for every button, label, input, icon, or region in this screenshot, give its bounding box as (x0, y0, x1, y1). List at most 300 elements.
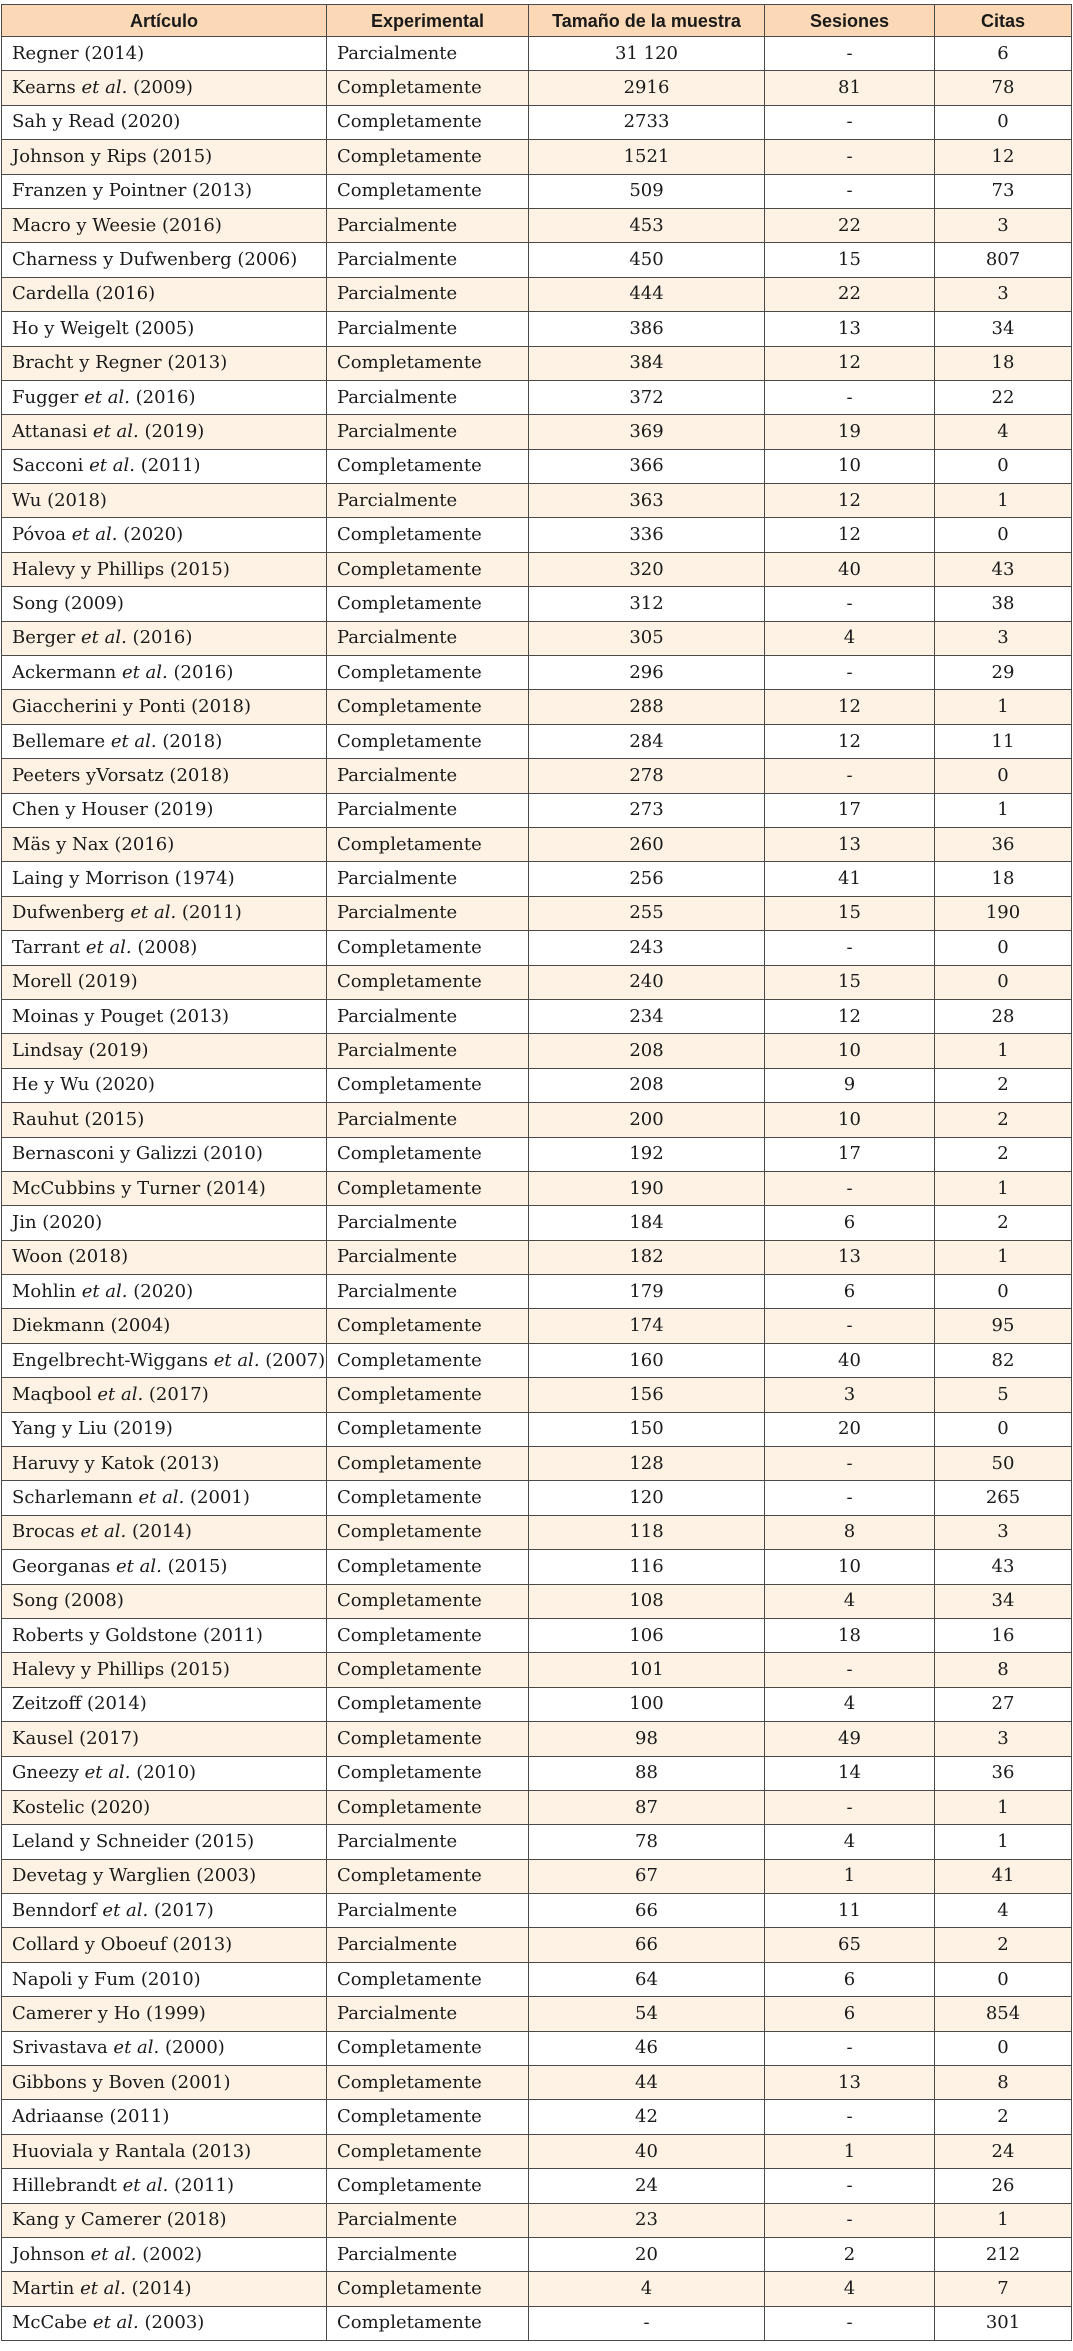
article-author: Huoviala y Rantala (2013) (12, 2140, 252, 2162)
article-author: Collard y Oboeuf (2013) (12, 1934, 233, 1956)
article-author: Sacconi (12, 455, 90, 477)
table-row (2, 140, 1072, 174)
article-author: Halevy y Phillips (2015) (12, 1659, 230, 1681)
article-etal: et al. (80, 2278, 126, 2300)
citations-cell: 36 (935, 827, 1072, 861)
table-row (2, 1275, 1072, 1309)
sample-size-cell: 273 (529, 793, 765, 827)
table-row (2, 1618, 1072, 1652)
article-etal: et al. (92, 2312, 139, 2334)
sample-size-cell: 24 (529, 2169, 765, 2203)
experimental-cell: Completamente (327, 2169, 529, 2203)
article-year: (2016) (129, 386, 196, 408)
sessions-cell: - (765, 37, 935, 71)
sessions-cell: 81 (765, 71, 935, 105)
citations-cell: 28 (935, 999, 1072, 1033)
article-etal: et al. (84, 386, 130, 408)
experimental-cell: Completamente (327, 2100, 529, 2134)
sessions-cell: 1 (765, 1859, 935, 1893)
sessions-cell: - (765, 105, 935, 139)
experimental-cell: Parcialmente (327, 1894, 529, 1928)
sessions-cell: 12 (765, 484, 935, 518)
article-author: Fugger (12, 386, 85, 408)
sessions-cell: 4 (765, 2272, 935, 2306)
sessions-cell: - (765, 380, 935, 414)
experimental-cell: Parcialmente (327, 484, 529, 518)
article-year: (2011) (168, 2174, 234, 2196)
experimental-cell: Parcialmente (327, 2203, 529, 2237)
article-author: Cardella (2016) (12, 283, 156, 305)
article-year: (2008) (131, 936, 198, 958)
article-cell (2, 1447, 327, 1481)
sessions-cell: 12 (765, 346, 935, 380)
citations-cell: 0 (935, 931, 1072, 965)
citations-cell: 265 (935, 1481, 1072, 1515)
sample-size-cell: 234 (529, 999, 765, 1033)
sessions-cell: 10 (765, 449, 935, 483)
table-row (2, 1171, 1072, 1205)
citations-cell: 7 (935, 2272, 1072, 2306)
experimental-cell: Completamente (327, 2272, 529, 2306)
article-etal: et al. (84, 1762, 131, 1784)
table-row (2, 931, 1072, 965)
sessions-cell: 10 (765, 1034, 935, 1068)
header-sample-size: Tamaño de la muestra (529, 5, 765, 37)
article-cell (2, 1894, 327, 1928)
citations-cell: 0 (935, 105, 1072, 139)
citations-cell: 22 (935, 380, 1072, 414)
article-etal: et al. (121, 661, 168, 683)
sample-size-cell: 46 (529, 2031, 765, 2065)
sample-size-cell: 100 (529, 1687, 765, 1721)
article-etal: et al. (81, 1280, 128, 1302)
article-author: Brocas (12, 1521, 81, 1543)
article-year: (2016) (126, 627, 193, 649)
article-author: Ackermann (12, 661, 122, 683)
sample-size-cell: 66 (529, 1894, 765, 1928)
sessions-cell: 20 (765, 1412, 935, 1446)
article-cell (2, 1343, 327, 1377)
article-year: (2003) (138, 2312, 205, 2334)
article-author: Berger (12, 627, 81, 649)
article-author: Maqbool (12, 1383, 98, 1405)
sample-size-cell: 40 (529, 2134, 765, 2168)
sample-size-cell: 305 (529, 621, 765, 655)
sample-size-cell: 4 (529, 2272, 765, 2306)
article-cell (2, 243, 327, 277)
sessions-cell: 15 (765, 965, 935, 999)
sessions-cell: - (765, 2100, 935, 2134)
experimental-cell: Parcialmente (327, 1240, 529, 1274)
table-row (2, 2203, 1072, 2237)
article-author: Sah y Read (2020) (12, 111, 181, 133)
sessions-cell: 8 (765, 1515, 935, 1549)
table-row (2, 1068, 1072, 1102)
header-citations: Citas (935, 5, 1072, 37)
table-row (2, 37, 1072, 71)
article-etal: et al. (92, 420, 139, 442)
sample-size-cell: 67 (529, 1859, 765, 1893)
citations-cell: 190 (935, 896, 1072, 930)
table-row (2, 2066, 1072, 2100)
citations-cell: 854 (935, 1997, 1072, 2031)
experimental-cell: Completamente (327, 1447, 529, 1481)
citations-cell: 2 (935, 1928, 1072, 1962)
article-cell (2, 1068, 327, 1102)
sessions-cell: 12 (765, 518, 935, 552)
article-year: (2007) (259, 1349, 326, 1371)
article-author: Gibbons y Boven (2001) (12, 2071, 231, 2093)
article-cell (2, 2238, 327, 2272)
table-row (2, 71, 1072, 105)
citations-cell: 18 (935, 862, 1072, 896)
article-etal: et al. (122, 2174, 169, 2196)
article-etal: et al. (113, 2037, 160, 2059)
table-row (2, 1103, 1072, 1137)
article-cell (2, 1653, 327, 1687)
table-row (2, 2238, 1072, 2272)
citations-cell: 18 (935, 346, 1072, 380)
article-cell (2, 896, 327, 930)
citations-cell: 3 (935, 208, 1072, 242)
table-row (2, 277, 1072, 311)
article-author: Adriaanse (2011) (12, 2106, 170, 2128)
article-author: Mäs y Nax (2016) (12, 833, 175, 855)
sample-size-cell: 372 (529, 380, 765, 414)
table-row (2, 243, 1072, 277)
sample-size-cell: 156 (529, 1378, 765, 1412)
citations-cell: 5 (935, 1378, 1072, 1412)
citations-cell: 0 (935, 449, 1072, 483)
experimental-cell: Completamente (327, 174, 529, 208)
article-cell (2, 965, 327, 999)
experimental-cell: Completamente (327, 1481, 529, 1515)
citations-cell: 2 (935, 1103, 1072, 1137)
article-author: Franzen y Pointner (2013) (12, 180, 252, 202)
sample-size-cell: 184 (529, 1206, 765, 1240)
article-cell (2, 1137, 327, 1171)
experimental-cell: Completamente (327, 1790, 529, 1824)
experimental-cell: Completamente (327, 1515, 529, 1549)
citations-cell: 0 (935, 1962, 1072, 1996)
citations-cell: 1 (935, 484, 1072, 518)
citations-cell: 0 (935, 965, 1072, 999)
experimental-cell: Completamente (327, 2306, 529, 2340)
citations-cell: 24 (935, 2134, 1072, 2168)
citations-cell: 1 (935, 690, 1072, 724)
citations-cell: 0 (935, 518, 1072, 552)
experimental-cell: Completamente (327, 1859, 529, 1893)
citations-cell: 43 (935, 552, 1072, 586)
sample-size-cell: 256 (529, 862, 765, 896)
article-cell (2, 1584, 327, 1618)
citations-cell: 27 (935, 1687, 1072, 1721)
citations-cell: 2 (935, 1206, 1072, 1240)
article-cell (2, 1206, 327, 1240)
article-cell (2, 1309, 327, 1343)
article-author: Johnson y Rips (2015) (12, 145, 213, 167)
article-cell (2, 1859, 327, 1893)
article-author: Zeitzoff (2014) (12, 1693, 147, 1715)
sample-size-cell: 320 (529, 552, 765, 586)
table-row (2, 724, 1072, 758)
sessions-cell: - (765, 1447, 935, 1481)
article-etal: et al. (116, 1555, 162, 1577)
article-author: Diekmann (2004) (12, 1315, 171, 1337)
experimental-cell: Completamente (327, 931, 529, 965)
table-row (2, 346, 1072, 380)
sessions-cell: 65 (765, 1928, 935, 1962)
sessions-cell: 2 (765, 2238, 935, 2272)
article-cell (2, 2203, 327, 2237)
citations-cell: 4 (935, 415, 1072, 449)
article-cell (2, 1928, 327, 1962)
article-cell (2, 277, 327, 311)
sessions-cell: 6 (765, 1206, 935, 1240)
article-author: Ho y Weigelt (2005) (12, 317, 195, 339)
sample-size-cell: 88 (529, 1756, 765, 1790)
sample-size-cell: 336 (529, 518, 765, 552)
article-author: Attanasi (12, 420, 93, 442)
article-cell (2, 140, 327, 174)
experimental-cell: Completamente (327, 827, 529, 861)
article-author: Song (2009) (12, 592, 124, 614)
article-cell (2, 827, 327, 861)
article-cell (2, 1034, 327, 1068)
sample-size-cell: 160 (529, 1343, 765, 1377)
sessions-cell: 13 (765, 312, 935, 346)
article-author: Peeters yVorsatz (2018) (12, 764, 230, 786)
sessions-cell: - (765, 140, 935, 174)
experimental-cell: Parcialmente (327, 1275, 529, 1309)
sessions-cell: 13 (765, 827, 935, 861)
article-author: Halevy y Phillips (2015) (12, 558, 230, 580)
article-etal: et al. (110, 730, 157, 752)
article-cell (2, 1171, 327, 1205)
experimental-cell: Completamente (327, 449, 529, 483)
citations-cell: 38 (935, 587, 1072, 621)
article-cell (2, 1240, 327, 1274)
sample-size-cell: 453 (529, 208, 765, 242)
sessions-cell: 9 (765, 1068, 935, 1102)
sample-size-cell: 260 (529, 827, 765, 861)
sample-size-cell: 243 (529, 931, 765, 965)
experimental-cell: Completamente (327, 140, 529, 174)
article-etal: et al. (97, 1383, 144, 1405)
table-row (2, 656, 1072, 690)
experimental-cell: Parcialmente (327, 862, 529, 896)
article-author: Bracht y Regner (2013) (12, 352, 228, 374)
sessions-cell: 13 (765, 1240, 935, 1274)
table-row (2, 415, 1072, 449)
article-year: (2019) (138, 420, 205, 442)
article-etal: et al. (138, 1487, 185, 1509)
article-etal: et al. (90, 2243, 137, 2265)
sample-size-cell: 296 (529, 656, 765, 690)
sample-size-cell: 278 (529, 759, 765, 793)
studies-table (1, 4, 1072, 2341)
article-year: (2002) (136, 2243, 203, 2265)
sample-size-cell: 42 (529, 2100, 765, 2134)
sample-size-cell: 450 (529, 243, 765, 277)
article-year: (2018) (156, 730, 223, 752)
experimental-cell: Completamente (327, 346, 529, 380)
table-row (2, 2100, 1072, 2134)
sessions-cell: 12 (765, 724, 935, 758)
article-cell (2, 1515, 327, 1549)
citations-cell: 301 (935, 2306, 1072, 2340)
sessions-cell: 19 (765, 415, 935, 449)
citations-cell: 3 (935, 277, 1072, 311)
table-row (2, 552, 1072, 586)
article-cell (2, 346, 327, 380)
article-author: Napoli y Fum (2010) (12, 1968, 201, 1990)
experimental-cell: Parcialmente (327, 621, 529, 655)
sample-size-cell: 384 (529, 346, 765, 380)
sample-size-cell: 208 (529, 1034, 765, 1068)
article-cell (2, 1275, 327, 1309)
table-row (2, 1034, 1072, 1068)
experimental-cell: Completamente (327, 690, 529, 724)
article-cell (2, 380, 327, 414)
experimental-cell: Completamente (327, 1068, 529, 1102)
sample-size-cell: 23 (529, 2203, 765, 2237)
experimental-cell: Completamente (327, 1343, 529, 1377)
article-year: (2020) (127, 1280, 194, 1302)
sessions-cell: 15 (765, 243, 935, 277)
experimental-cell: Completamente (327, 518, 529, 552)
article-author: McCabe (12, 2312, 93, 2334)
sessions-cell: - (765, 2169, 935, 2203)
experimental-cell: Completamente (327, 2066, 529, 2100)
article-author: Tarrant (12, 936, 86, 958)
sessions-cell: 14 (765, 1756, 935, 1790)
article-author: Rauhut (2015) (12, 1108, 145, 1130)
article-etal: et al. (81, 627, 127, 649)
citations-cell: 3 (935, 1515, 1072, 1549)
experimental-cell: Completamente (327, 965, 529, 999)
sample-size-cell: 288 (529, 690, 765, 724)
sessions-cell: 11 (765, 1894, 935, 1928)
sample-size-cell: 386 (529, 312, 765, 346)
citations-cell: 1 (935, 1034, 1072, 1068)
article-cell (2, 690, 327, 724)
article-author: Camerer y Ho (1999) (12, 2002, 206, 2024)
sample-size-cell: 120 (529, 1481, 765, 1515)
citations-cell: 16 (935, 1618, 1072, 1652)
table-row (2, 105, 1072, 139)
article-cell (2, 105, 327, 139)
sessions-cell: 6 (765, 1275, 935, 1309)
article-year: (2020) (117, 524, 184, 546)
citations-cell: 212 (935, 2238, 1072, 2272)
table-row (2, 1687, 1072, 1721)
table-row (2, 1515, 1072, 1549)
citations-cell: 8 (935, 1653, 1072, 1687)
experimental-cell: Completamente (327, 1962, 529, 1996)
table-row (2, 174, 1072, 208)
sample-size-cell: 64 (529, 1962, 765, 1996)
article-author: Regner (2014) (12, 42, 145, 64)
article-cell (2, 552, 327, 586)
experimental-cell: Parcialmente (327, 759, 529, 793)
article-cell (2, 999, 327, 1033)
article-cell (2, 71, 327, 105)
article-year: (2017) (143, 1383, 209, 1405)
sessions-cell: 12 (765, 690, 935, 724)
article-cell (2, 656, 327, 690)
sample-size-cell: 192 (529, 1137, 765, 1171)
sessions-cell: 15 (765, 896, 935, 930)
article-etal: et al. (71, 524, 118, 546)
table-row (2, 1928, 1072, 1962)
sessions-cell: - (765, 656, 935, 690)
experimental-cell: Completamente (327, 1584, 529, 1618)
sample-size-cell: 444 (529, 277, 765, 311)
experimental-cell: Completamente (327, 71, 529, 105)
article-cell (2, 37, 327, 71)
sessions-cell: 17 (765, 1137, 935, 1171)
sessions-cell: - (765, 587, 935, 621)
article-author: Haruvy y Katok (2013) (12, 1452, 220, 1474)
citations-cell: 78 (935, 71, 1072, 105)
sessions-cell: 10 (765, 1550, 935, 1584)
article-cell (2, 1722, 327, 1756)
sample-size-cell: 363 (529, 484, 765, 518)
sessions-cell: 22 (765, 208, 935, 242)
sessions-cell: 4 (765, 1825, 935, 1859)
sample-size-cell: 2733 (529, 105, 765, 139)
sessions-cell: - (765, 2031, 935, 2065)
article-author: He y Wu (2020) (12, 1074, 155, 1096)
table-row (2, 759, 1072, 793)
sessions-cell: - (765, 1790, 935, 1824)
experimental-cell: Completamente (327, 1309, 529, 1343)
sample-size-cell: 509 (529, 174, 765, 208)
article-cell (2, 484, 327, 518)
citations-cell: 2 (935, 1137, 1072, 1171)
article-author: Yang y Liu (2019) (12, 1418, 173, 1440)
table-row (2, 793, 1072, 827)
sample-size-cell: 128 (529, 1447, 765, 1481)
table-row (2, 1343, 1072, 1377)
citations-cell: 1 (935, 1171, 1072, 1205)
article-cell (2, 415, 327, 449)
citations-cell: 0 (935, 1275, 1072, 1309)
citations-cell: 1 (935, 2203, 1072, 2237)
article-etal: et al. (81, 77, 128, 99)
sample-size-cell: 174 (529, 1309, 765, 1343)
citations-cell: 41 (935, 1859, 1072, 1893)
experimental-cell: Parcialmente (327, 277, 529, 311)
sample-size-cell: 190 (529, 1171, 765, 1205)
article-etal: et al. (130, 902, 177, 924)
experimental-cell: Completamente (327, 1137, 529, 1171)
citations-cell: 34 (935, 1584, 1072, 1618)
sample-size-cell: 1521 (529, 140, 765, 174)
table-row (2, 2272, 1072, 2306)
sample-size-cell: 116 (529, 1550, 765, 1584)
experimental-cell: Parcialmente (327, 380, 529, 414)
article-author: Giaccherini y Ponti (2018) (12, 696, 251, 718)
citations-cell: 1 (935, 1240, 1072, 1274)
experimental-cell: Completamente (327, 656, 529, 690)
article-author: Johnson (12, 2243, 91, 2265)
experimental-cell: Completamente (327, 1687, 529, 1721)
experimental-cell: Parcialmente (327, 312, 529, 346)
article-author: Moinas y Pouget (2013) (12, 1005, 229, 1027)
sample-size-cell: - (529, 2306, 765, 2340)
